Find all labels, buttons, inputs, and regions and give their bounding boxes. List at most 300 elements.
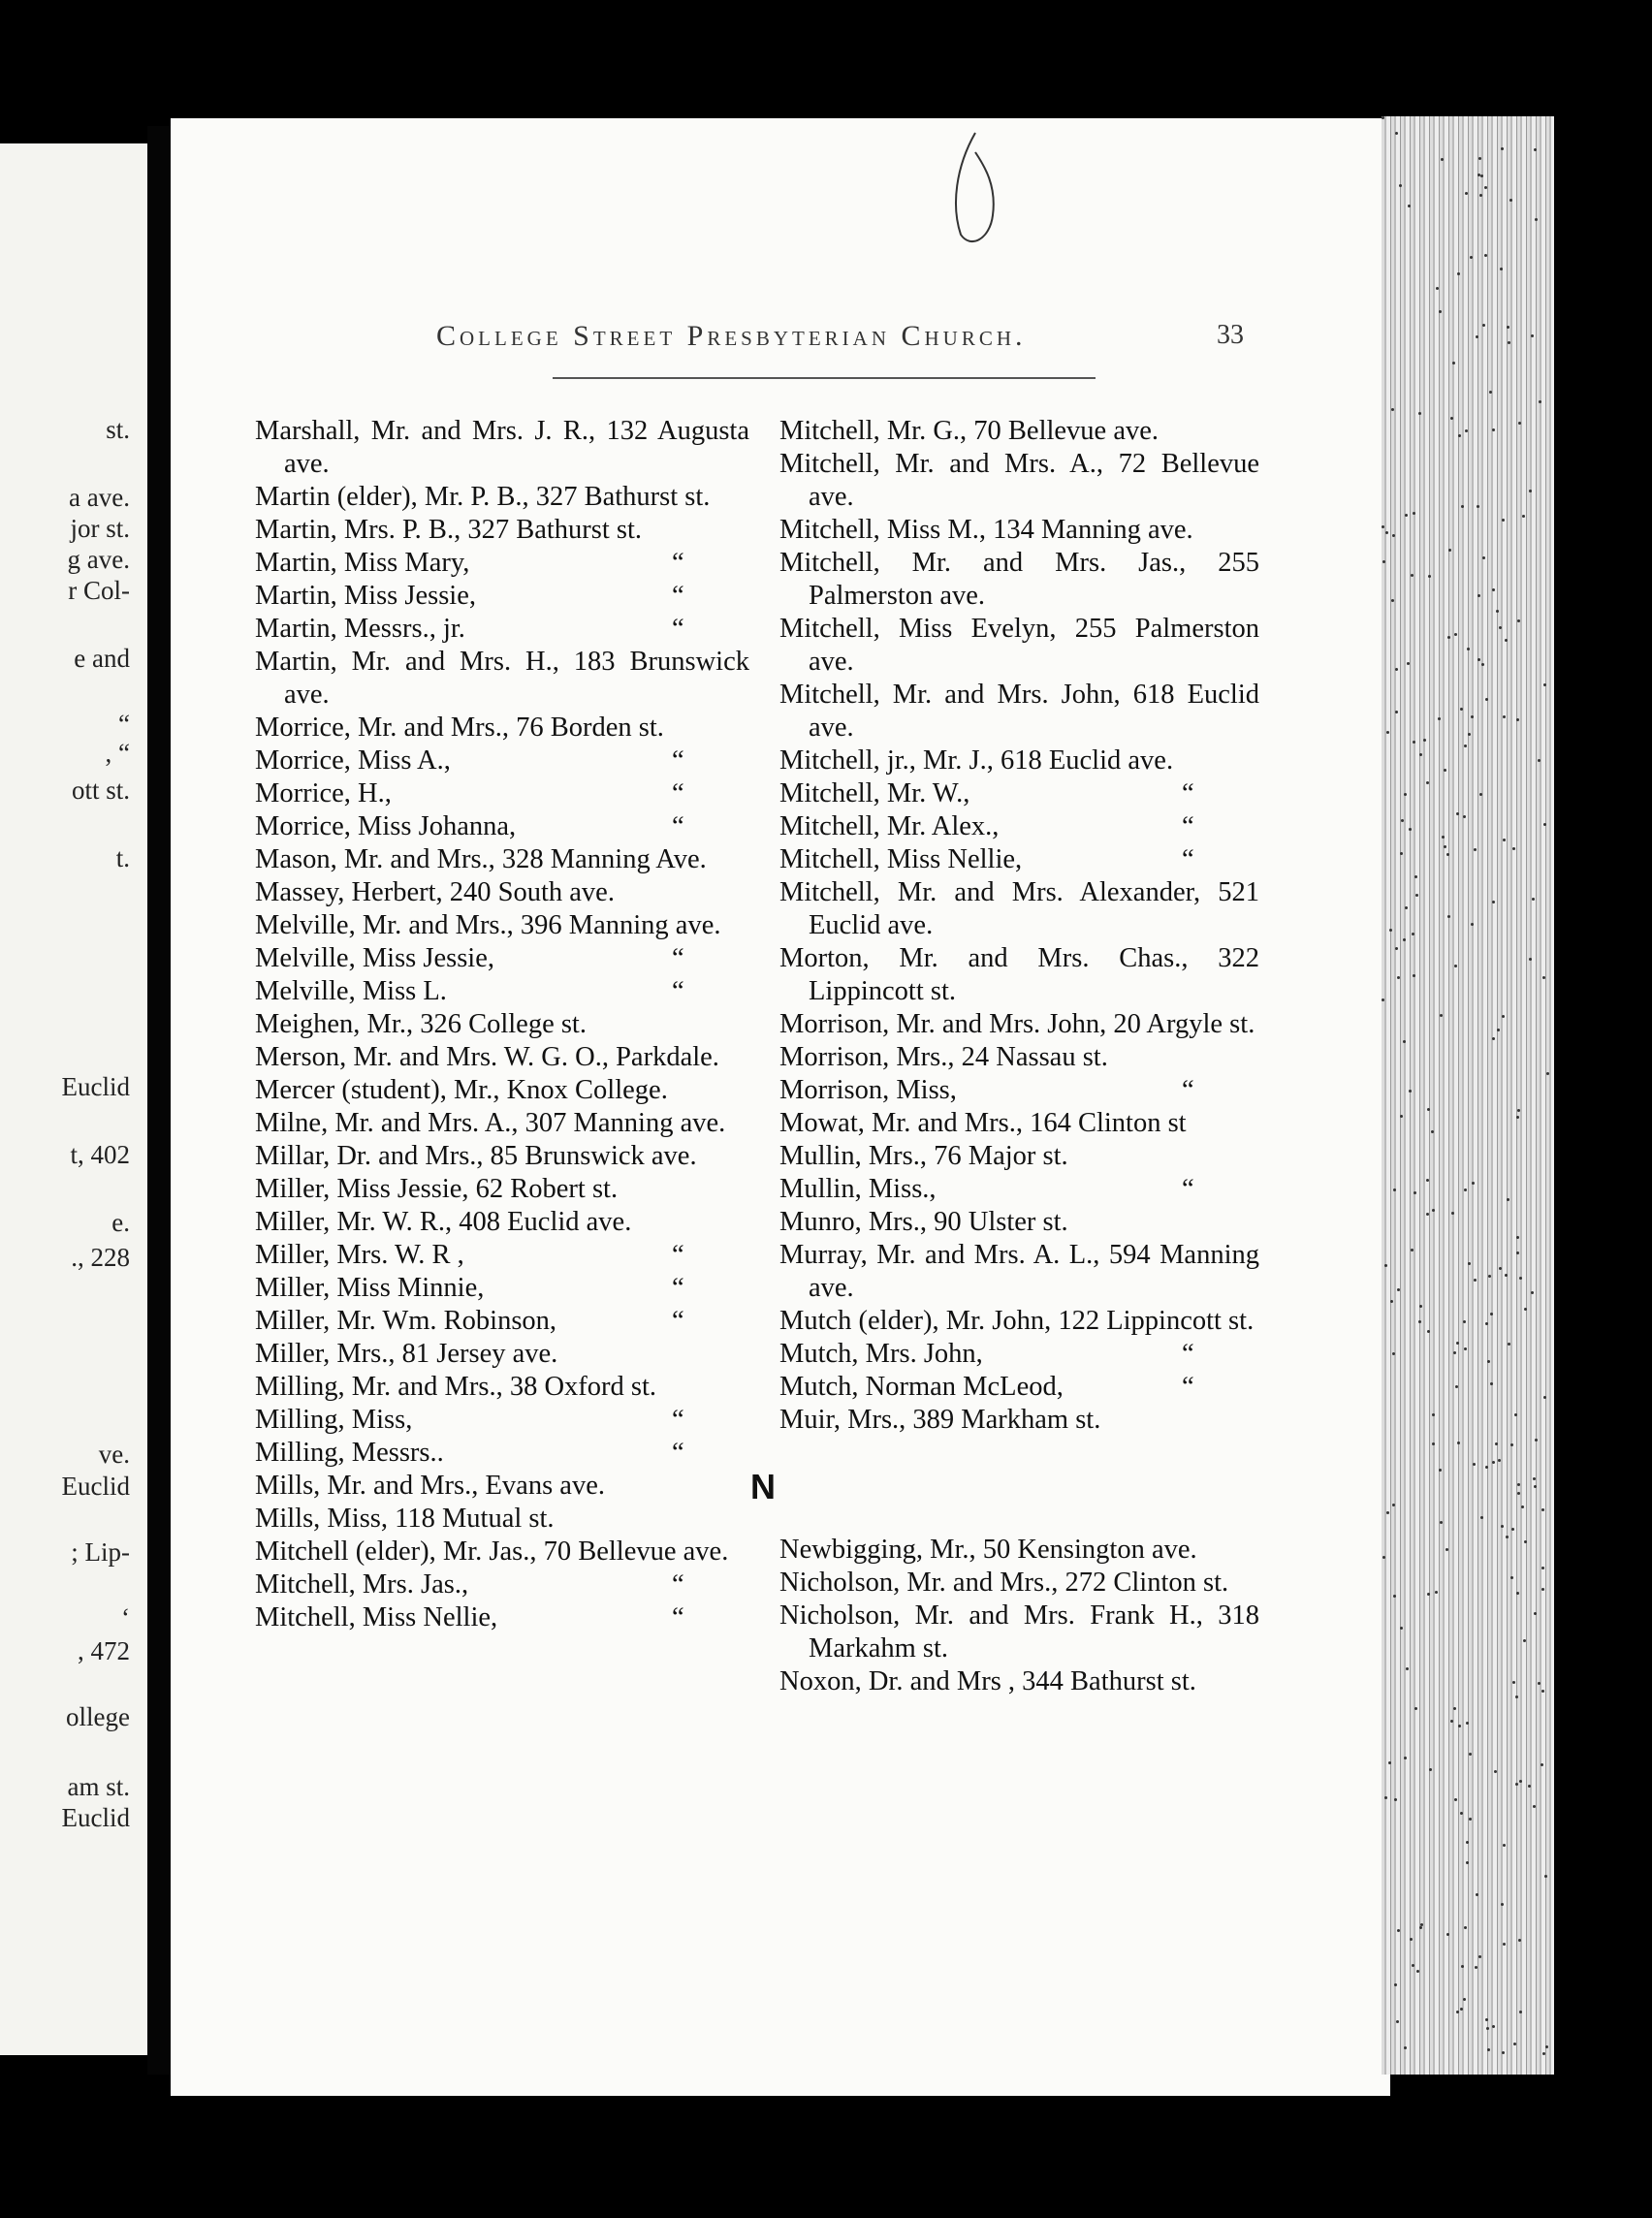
directory-entry [779,514,1259,547]
foxing-speck [1507,1198,1509,1201]
entry-text: Mills, Miss, 118 Mutual st. [255,1504,555,1534]
foxing-speck [1517,1492,1520,1495]
entry-text: Millar, Dr. and Mrs., 85 Brunswick ave. [255,1141,697,1171]
foxing-speck [1496,610,1499,613]
foxing-speck [1543,683,1546,686]
foxing-speck [1542,976,1545,979]
directory-entry [779,876,1259,942]
entry-text: Muir, Mrs., 389 Markham st. [779,1405,1101,1435]
foxing-speck [1543,1396,1546,1399]
foxing-speck [1538,1682,1541,1685]
foxing-speck [1382,116,1384,119]
directory-entry: Mutch, Mrs. John, “ [779,1339,1194,1369]
foxing-speck [1428,575,1431,578]
entry-text: Milne, Mr. and Mrs. A., 307 Manning ave. [255,1108,726,1138]
foxing-speck [1543,823,1546,826]
foxing-speck [1464,1347,1467,1350]
entry-text: Martin (elder), Mr. P. B., 327 Bathurst st. [255,482,711,512]
foxing-speck [1480,174,1483,177]
foxing-speck [1405,906,1408,909]
foxing-speck [1447,636,1450,639]
foxing-speck [1489,391,1492,394]
foxing-speck [1395,132,1398,135]
directory-entry [779,1567,1259,1600]
foxing-speck [1444,769,1446,772]
entry-text: Mutch (elder), Mr. John, 122 Lippincott st. [779,1306,1255,1336]
directory-entry: Morrison, Miss, “ [779,1075,1194,1105]
entry-text: Merson, Mr. and Mrs. W. G. O., Parkdale. [255,1042,719,1072]
directory-entry: Mullin, Miss., “ [779,1174,1194,1204]
foxing-speck [1418,1320,1421,1323]
directory-entry: Mitchell, Mrs. Jas., “ [255,1569,684,1600]
directory-entry: Mitchell, Mr. Alex., “ [779,811,1194,841]
foxing-speck [1485,1466,1488,1469]
foxing-speck [1541,1588,1544,1591]
foxing-speck [1538,759,1541,762]
foxing-speck [1432,1413,1435,1416]
foxing-speck [1476,1893,1478,1896]
foxing-speck [1503,715,1506,718]
foxing-speck [1517,1109,1520,1112]
foxing-speck [1389,929,1392,932]
foxing-speck [1541,1763,1543,1766]
foxing-speck [1423,739,1426,742]
entry-text: Mills, Mr. and Mrs., Evans ave. [255,1471,605,1501]
foxing-speck [1546,1072,1549,1075]
foxing-speck [1544,1875,1547,1878]
foxing-speck [1441,158,1444,161]
entry-text: Miller, Mr. W. R., 408 Euclid ave. [255,1207,632,1237]
directory-entry [255,481,749,514]
entry-text: Mullin, Mrs., 76 Major st. [779,1141,1068,1171]
facing-page-text: am st. [67,1772,130,1801]
facing-page-fragment [0,143,147,2055]
foxing-speck [1458,1725,1461,1727]
foxing-speck [1512,847,1515,850]
foxing-speck [1484,186,1487,189]
foxing-speck [1466,1861,1469,1864]
facing-page-text: ott st. [71,776,130,805]
foxing-speck [1412,1964,1414,1967]
left-column [255,415,749,1634]
foxing-speck [1508,1343,1510,1346]
foxing-speck [1507,326,1509,329]
foxing-speck [1512,1681,1515,1684]
foxing-speck [1444,845,1446,848]
foxing-speck [1450,417,1453,420]
foxing-speck [1495,1442,1498,1445]
foxing-speck [1442,836,1445,839]
entry-text: Martin, Mr. and Mrs. H., 183 Brunswick ave. [255,647,749,710]
foxing-speck [1492,428,1495,431]
foxing-speck [1477,594,1480,597]
foxing-speck [1501,1903,1504,1906]
foxing-speck [1450,1720,1453,1723]
foxing-speck [1492,901,1495,903]
directory-entry: Martin, Miss Mary, “ [255,548,684,578]
foxing-speck [1474,1279,1477,1282]
directory-entry [255,1173,749,1206]
foxing-speck [1473,1463,1476,1466]
foxing-speck [1472,1182,1475,1185]
foxing-speck [1416,1970,1419,1973]
running-header: College Street Presbyterian Church. [436,320,1027,352]
foxing-speck [1534,1612,1537,1615]
foxing-speck [1498,1459,1501,1462]
directory-entry [255,1338,749,1371]
foxing-speck [1531,334,1534,337]
foxing-speck [1475,1966,1477,1969]
foxing-speck [1439,1469,1442,1472]
foxing-speck [1382,560,1385,563]
foxing-speck [1454,965,1457,967]
foxing-speck [1419,1926,1422,1929]
foxing-speck [1545,2045,1548,2048]
foxing-speck [1502,1015,1505,1018]
foxing-speck [1487,1360,1490,1363]
foxing-speck [1436,287,1439,290]
entry-text: Morrice, Mr. and Mrs., 76 Borden st. [255,713,664,743]
directory-entry [779,679,1259,745]
entry-text: Mutch, Mrs. John, [779,1339,983,1369]
entry-text: Murray, Mr. and Mrs. A. L., 594 Manning ave. [779,1240,1259,1303]
foxing-speck [1517,1483,1520,1486]
foxing-speck [1522,515,1525,518]
foxing-speck [1413,512,1415,515]
foxing-speck [1400,1115,1403,1118]
foxing-speck [1392,1504,1395,1506]
foxing-speck [1519,2011,1522,2013]
foxing-speck [1453,1351,1456,1354]
directory-entry: Mitchell, Miss Nellie, “ [779,844,1194,874]
foxing-speck [1513,2043,1516,2045]
entry-text: Melville, Mr. and Mrs., 396 Manning ave. [255,910,721,940]
facing-page-text: r Col- [68,576,130,605]
foxing-speck [1469,1753,1472,1756]
entry-text: Morrice, H., [255,778,392,808]
foxing-speck [1500,268,1503,270]
directory-entry [779,415,1259,448]
foxing-speck [1485,698,1488,701]
foxing-speck [1401,819,1404,822]
foxing-speck [1455,1385,1458,1388]
foxing-speck [1432,1209,1435,1212]
foxing-speck [1460,1812,1463,1815]
directory-entry [779,745,1259,777]
foxing-speck [1456,2011,1459,2013]
foxing-speck [1463,1320,1466,1323]
foxing-speck [1409,828,1412,831]
foxing-speck [1419,1305,1422,1308]
entry-text: Morton, Mr. and Mrs. Chas., 322 Lippincott st. [779,943,1259,1006]
foxing-speck [1388,1761,1391,1764]
foxing-speck [1535,218,1538,221]
foxing-speck [1390,1300,1393,1303]
foxing-speck [1397,1288,1400,1291]
entry-text: Miller, Mrs., 81 Jersey ave. [255,1339,558,1369]
entry-text: Mitchell, Mr. and Mrs. A., 72 Bellevue ave. [779,449,1259,512]
foxing-speck [1463,1998,1466,2001]
entry-text: Mitchell, Mr. W., [779,778,970,808]
directory-entry [255,514,749,547]
foxing-speck [1412,933,1414,935]
foxing-speck [1524,1308,1527,1311]
foxing-speck [1397,1929,1400,1932]
foxing-speck [1446,1933,1449,1936]
foxing-speck [1502,2051,1505,2054]
foxing-speck [1499,1267,1502,1270]
foxing-speck [1415,894,1418,897]
directory-entry [255,843,749,876]
foxing-speck [1405,514,1408,517]
directory-entry: Morrice, Miss A., “ [255,745,684,776]
directory-entry [255,909,749,942]
directory-entry [255,712,749,745]
facing-page-text: g ave. [67,545,130,574]
foxing-speck [1467,648,1470,650]
foxing-speck [1391,408,1394,411]
facing-page-text: ollege [66,1702,130,1731]
foxing-speck [1456,1342,1459,1345]
foxing-speck [1404,793,1407,796]
foxing-speck [1393,1595,1396,1598]
entry-text: Meighen, Mr., 326 College st. [255,1009,587,1039]
entry-text: Mitchell, Mr. Alex., [779,811,1000,841]
directory-entry [255,1470,749,1503]
foxing-speck [1533,1805,1536,1808]
foxing-speck [1460,2008,1463,2011]
foxing-speck [1427,1593,1430,1596]
foxing-speck [1534,148,1537,151]
foxing-speck [1435,1591,1438,1594]
directory-entry: Mitchell, Miss Nellie, “ [255,1602,684,1632]
foxing-speck [1384,1264,1387,1267]
directory-entry [255,1503,749,1536]
entry-text: Morrice, Miss Johanna, [255,811,517,841]
foxing-speck [1399,184,1402,187]
foxing-speck [1541,1690,1544,1693]
foxing-speck [1413,974,1415,977]
foxing-speck [1395,711,1398,713]
foxing-speck [1490,1382,1493,1385]
facing-page-text: t. [115,843,130,872]
pencil-mark [946,128,1004,254]
foxing-speck [1541,1567,1544,1569]
foxing-speck [1446,1548,1448,1551]
directory-entry [779,1239,1259,1305]
foxing-speck [1517,619,1520,622]
foxing-speck [1542,2052,1545,2055]
foxing-speck [1400,852,1403,855]
foxing-speck [1487,2048,1490,2051]
entry-text: Martin, Mrs. P. B., 327 Bathurst st. [255,515,643,545]
foxing-speck [1480,1516,1483,1519]
foxing-speck [1465,429,1468,432]
foxing-speck [1414,875,1417,878]
facing-page-text: e and [74,644,130,673]
facing-page-text: , “ [105,739,130,768]
facing-page-text: ‘ [121,1603,130,1632]
foxing-speck [1458,434,1461,437]
foxing-speck [1464,745,1467,747]
foxing-speck [1394,1798,1397,1801]
entry-text: Mutch, Norman McLeod, [779,1372,1064,1402]
entry-text: Melville, Miss Jessie, [255,943,494,973]
foxing-speck [1394,1983,1397,1986]
foxing-speck [1409,1090,1412,1093]
foxing-speck [1535,1439,1538,1442]
entry-text: Milling, Mr. and Mrs., 38 Oxford st. [255,1372,657,1402]
entry-text: Mowat, Mr. and Mrs., 164 Clinton st [779,1108,1187,1138]
entry-text: Melville, Miss L. [255,976,447,1006]
foxing-speck [1516,1236,1519,1239]
foxing-speck [1486,2027,1489,2030]
foxing-speck [1413,741,1415,744]
directory-entry: Martin, Messrs., jr. “ [255,614,684,644]
foxing-speck [1492,1461,1495,1464]
directory-entry [779,1534,1259,1567]
entry-text: Milling, Miss, [255,1405,413,1435]
entry-text: Munro, Mrs., 90 Ulster st. [779,1207,1068,1237]
directory-entry [255,1074,749,1107]
foxing-speck [1532,898,1535,901]
foxing-speck [1529,490,1532,492]
foxing-speck [1481,663,1484,666]
directory-entry [779,1600,1259,1665]
directory-entry: Milling, Messrs.. “ [255,1438,684,1468]
directory-entry [779,547,1259,613]
entry-text: Miller, Miss Jessie, 62 Robert st. [255,1174,619,1204]
foxing-speck [1392,1352,1395,1355]
foxing-speck [1502,519,1505,522]
foxing-speck [1492,1037,1495,1040]
foxing-speck [1479,194,1482,197]
foxing-speck [1427,1108,1430,1111]
foxing-speck [1533,1477,1536,1480]
directory-entry: Miller, Miss Minnie, “ [255,1273,684,1303]
directory-entry [255,1206,749,1239]
foxing-speck [1407,662,1410,665]
facing-page-text: st. [106,415,130,444]
foxing-speck [1501,147,1504,150]
foxing-speck [1392,534,1395,537]
foxing-speck [1482,556,1485,559]
directory-entry [779,1665,1259,1698]
directory-entry: Milling, Miss, “ [255,1405,684,1435]
foxing-speck [1382,1556,1385,1559]
foxing-speck [1464,1926,1467,1929]
foxing-speck [1429,1768,1432,1771]
foxing-speck [1384,1796,1387,1799]
facing-page-text: t, 402 [70,1140,130,1169]
foxing-speck [1426,1179,1429,1182]
entry-text: Mitchell, Miss Nellie, [255,1602,498,1632]
foxing-speck [1454,1798,1457,1801]
entry-text: Martin, Miss Mary, [255,548,470,578]
facing-page-text: jor st. [70,514,130,543]
foxing-speck [1414,1191,1416,1194]
foxing-speck [1456,812,1459,815]
entry-text: Mitchell, Miss Nellie, [779,844,1023,874]
entry-text: Nicholson, Mr. and Mrs. Frank H., 318 Markahm st. [779,1600,1259,1664]
foxing-speck [1466,1722,1469,1725]
foxing-speck [1519,1780,1522,1783]
foxing-speck [1516,718,1519,721]
foxing-speck [1501,1525,1504,1528]
foxing-speck [1470,256,1473,259]
foxing-speck [1448,549,1451,552]
foxing-speck [1505,639,1508,642]
foxing-speck [1414,1707,1417,1710]
directory-entry [779,942,1259,1008]
facing-page-text: Euclid [61,1072,130,1101]
foxing-speck [1457,1442,1460,1444]
foxing-speck [1521,1505,1524,1508]
foxing-speck [1505,1274,1508,1277]
foxing-speck [1468,733,1471,736]
foxing-speck [1466,1841,1469,1844]
page-number: 33 [1217,320,1244,350]
foxing-speck [1382,525,1384,528]
directory-entry [779,1008,1259,1041]
directory-entry [255,1140,749,1173]
foxing-speck [1406,1667,1409,1670]
foxing-speck [1479,793,1482,796]
entry-text: Miller, Mrs. W. R , [255,1240,464,1270]
foxing-speck [1514,1413,1517,1416]
directory-entry [779,1305,1259,1338]
right-column [750,415,1259,1698]
foxing-speck [1494,1770,1497,1773]
directory-entry [779,448,1259,514]
foxing-speck [1488,1275,1491,1278]
foxing-speck [1408,205,1411,207]
foxing-speck [1474,848,1477,851]
directory-entry [779,1404,1259,1437]
foxing-speck [1461,505,1464,508]
foxing-speck [1461,1965,1464,1968]
facing-page-text: Euclid [61,1803,130,1832]
foxing-speck [1453,1707,1456,1710]
foxing-speck [1492,2025,1495,2028]
entry-text: Mitchell (elder), Mr. Jas., 70 Bellevue ave. [255,1537,729,1567]
entry-text: Miller, Mr. Wm. Robinson, [255,1306,557,1336]
foxing-speck [1482,324,1485,327]
directory-entry: Morrice, H., “ [255,778,684,808]
foxing-speck [1452,362,1455,364]
foxing-speck [1531,1291,1534,1294]
entry-text: Marshall, Mr. and Mrs. J. R., 132 Augusta ave. [255,416,749,479]
foxing-speck [1386,731,1389,734]
directory-entry: Melville, Miss L. “ [255,976,684,1006]
foxing-speck [1499,626,1502,629]
section-letter: N [750,1467,776,1506]
directory-entry [779,1206,1259,1239]
foxing-speck [1497,1029,1500,1031]
directory-entry: Miller, Mr. Wm. Robinson, “ [255,1306,684,1336]
foxing-speck [1510,1443,1513,1446]
entry-text: Mercer (student), Mr., Knox College. [255,1075,668,1105]
foxing-speck [1476,335,1478,338]
entry-text: Massey, Herbert, 240 South ave. [255,877,615,907]
foxing-speck [1534,1485,1537,1488]
foxing-speck [1457,272,1460,275]
foxing-speck [1400,1627,1403,1630]
entry-text: Milling, Messrs.. [255,1438,444,1468]
facing-page-text: ; Lip- [71,1537,130,1567]
foxing-speck [1426,781,1429,784]
foxing-speck [1515,1783,1518,1786]
